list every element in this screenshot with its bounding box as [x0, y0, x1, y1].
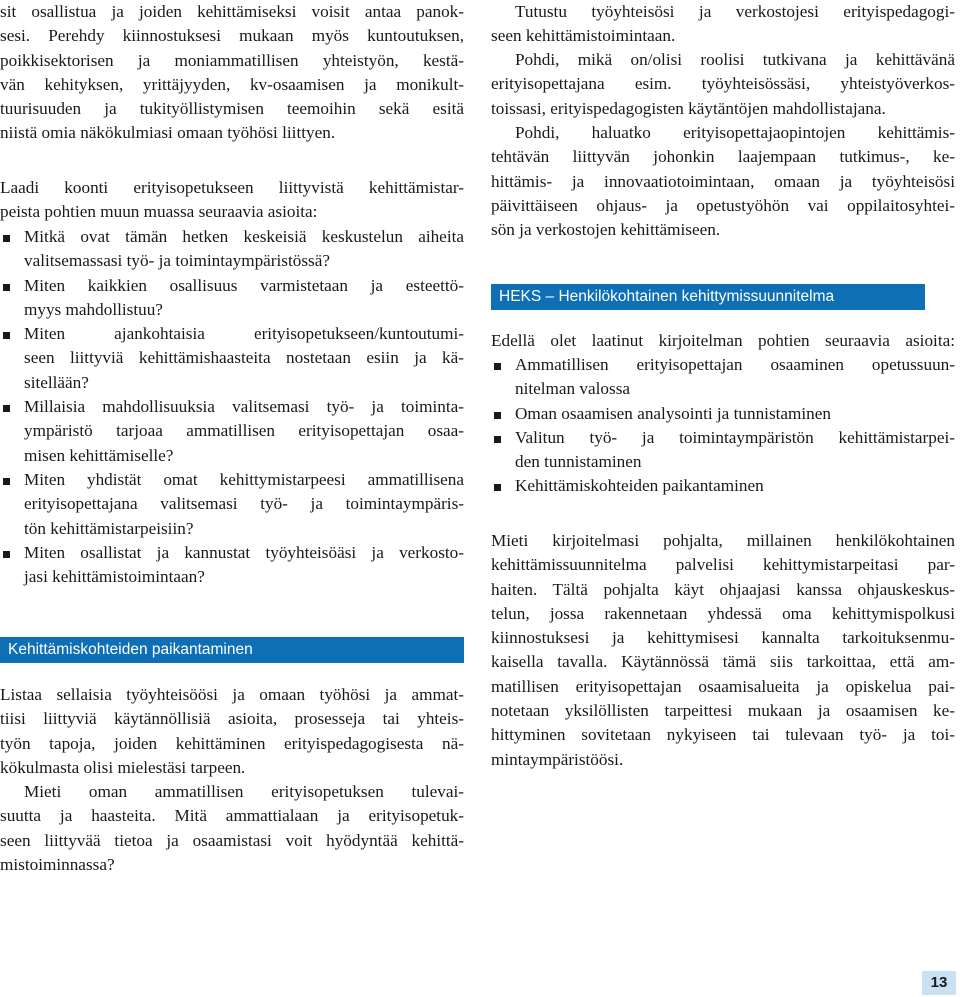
text-line: tehtävän liittyvän johonkin laajempaan tutkimus-, ke-: [491, 147, 955, 167]
bullet-icon: [3, 478, 10, 485]
text-line: erityisopettajana esim. työyhteisössäsi, yhteistyöverkos-: [491, 74, 955, 94]
text-line: Mieti kirjoitelmasi pohjalta, millainen henkilökohtainen: [491, 531, 955, 550]
text-line: hittämis- ja innovaatiotoimintaan, omaan ja työyhteisösi: [491, 171, 955, 191]
text-line: kehittämissuunnitelma palvelisi kehittymistarpeitasi par-: [491, 555, 955, 575]
text-line: Edellä olet laatinut kirjoitelman pohtien seuraavia asioita:: [491, 331, 955, 350]
bullet-icon: [494, 363, 501, 370]
section-paragraph-2: [0, 780, 464, 877]
text-line: poikkisektorisen ja moniammatillisen yhteistyön, kestä-: [0, 50, 464, 70]
section-heading: HEKS – Henkilökohtainen kehittymissuunnitelma: [491, 284, 925, 310]
bullet-icon: [3, 405, 10, 412]
list-item: Kehittämiskohteiden paikantaminen: [491, 474, 955, 498]
list-item: Oman osaamisen analysointi ja tunnistaminen: [491, 402, 955, 426]
text-line: Tutustu työyhteisösi ja verkostojesi erityispedagogi-: [515, 2, 955, 21]
text-line: peista pohtien muun muassa seuraavia asioita:: [0, 202, 318, 222]
page-number: 13: [922, 971, 956, 995]
list-item: Millaisia mahdollisuuksia valitsemasi työ- ja toiminta- ympäristö tarjoaa ammatillisen erityisopettajan osaa- misen kehittämiselle?: [0, 395, 464, 468]
text-line: seen kehittämistoimintaan.: [491, 26, 676, 46]
text-line: matillisen erityisopettajan osaamisalueita ja opiskelua pai-: [491, 676, 955, 696]
bullet-icon: [3, 284, 10, 291]
text-line: mintaympäristöösi.: [491, 749, 624, 769]
list-item: Valitun työ- ja toimintaympäristön kehittämistarpei- den tunnistaminen: [491, 426, 955, 475]
bullet-icon: [494, 484, 501, 491]
bullet-icon: [3, 235, 10, 242]
section-paragraph-1: [0, 683, 464, 780]
section-heading: Kehittämiskohteiden paikantaminen: [0, 637, 464, 663]
bullet-icon: [3, 332, 10, 339]
text-line: Pohdi, mikä on/olisi roolisi tutkivana ja kehittävänä: [515, 50, 955, 69]
text-line: tuurisuuden ja tukityöllistymisen teemoihin sekä esitä: [0, 99, 464, 119]
text-line: suutta ja haasteita. Mitä ammattialaan ja erityisopetuk-: [0, 806, 464, 826]
text-line: sesi. Perehdy kiinnostuksesi mukaan myös kuntoutuksen,: [0, 26, 464, 46]
text-line: päivittäiseen ohjaus- ja opetustyöhön vai oppilaitosyhtei-: [491, 195, 955, 215]
paragraph-3: [491, 121, 955, 242]
text-line: Mieti oman ammatillisen erityisopetuksen tulevai-: [24, 782, 464, 801]
task-intro: [0, 176, 464, 225]
text-line: Listaa sellaisia työyhteisöösi ja omaan työhösi ja ammat-: [0, 685, 464, 704]
text-line: tiisi liittyviä käytännöllisiä asioita, prosesseja tai yhteis-: [0, 709, 464, 729]
paragraph-2: [491, 48, 955, 121]
list-intro: [491, 329, 955, 353]
text-line: työn tapoja, joiden kehittäminen erityispedagogisesta nä-: [0, 733, 464, 753]
text-line: kaisella tavalla. Käytännössä tämä siis tarkoittaa, että am-: [491, 652, 955, 672]
paragraph-1: [491, 0, 955, 49]
text-line: kiinnostuksesi ja kehittymisesi kannalta tarkoituksenmu-: [491, 628, 955, 648]
text-line: vän kehityksen, yrittäjyyden, kv-osaamisen ja monikult-: [0, 74, 464, 94]
text-line: sön ja verkostojen kehittämiseen.: [491, 220, 721, 240]
final-paragraph: [491, 529, 955, 772]
text-line: telun, jossa rakennetaan yhdessä oma kehittymispolkusi: [491, 603, 955, 623]
text-line: Pohdi, haluatko erityisopettajaopintojen kehittämis-: [515, 123, 955, 142]
bullet-icon: [494, 436, 501, 443]
bullet-icon: [494, 412, 501, 419]
text-line: sit osallistua ja joiden kehittämiseksi voisit antaa panok-: [0, 2, 464, 21]
text-line: kökulmasta olisi mielestäsi tarpeen.: [0, 757, 246, 777]
list-item: Ammatillisen erityisopettajan osaaminen opetussuun- nitelman valossa: [491, 353, 955, 402]
text-line: seen liittyvää tietoa ja osaamistasi voit hyödyntää kehittä-: [0, 830, 464, 850]
item-list: [491, 353, 955, 499]
intro-paragraph: [0, 0, 464, 146]
list-item: Miten ajankohtaisia erityisopetukseen/kuntoutumi- seen liittyviä kehittämishaasteita nostetaan esiin ja kä- sitellään?: [0, 322, 464, 395]
text-line: Laadi koonti erityisopetukseen liittyvistä kehittämistar-: [0, 178, 464, 197]
question-list: [0, 225, 464, 589]
list-item: Miten osallistat ja kannustat työyhteisöäsi ja verkosto- jasi kehittämistoimintaan?: [0, 541, 464, 590]
text-line: toissasi, erityispedagogisten käytäntöjen mahdollistajana.: [491, 98, 886, 118]
text-line: niistä omia näkökulmiasi omaan työhösi liittyen.: [0, 123, 336, 143]
text-line: hittyminen sovitetaan nykyiseen tai tulevaan työ- ja toi-: [491, 725, 955, 745]
bullet-icon: [3, 551, 10, 558]
text-line: haiten. Tältä pohjalta käyt ohjaajasi kanssa ohjauskeskus-: [491, 579, 955, 599]
text-line: notetaan yksilöllisten tarpeittesi mukaan ja osaamisen ke-: [491, 701, 955, 721]
list-item: Miten yhdistät omat kehittymistarpeesi ammatillisena erityisopettajana valitsemasi työ- ja toimintaympäris- tön kehittämistarpeisiin?: [0, 468, 464, 541]
list-item: Miten kaikkien osallisuus varmistetaan ja esteettö- myys mahdollistuu?: [0, 274, 464, 323]
text-line: mistoiminnassa?: [0, 854, 115, 874]
list-item: Mitkä ovat tämän hetken keskeisiä keskustelun aiheita valitsemassasi työ- ja toimintaympäristössä?: [0, 225, 464, 274]
